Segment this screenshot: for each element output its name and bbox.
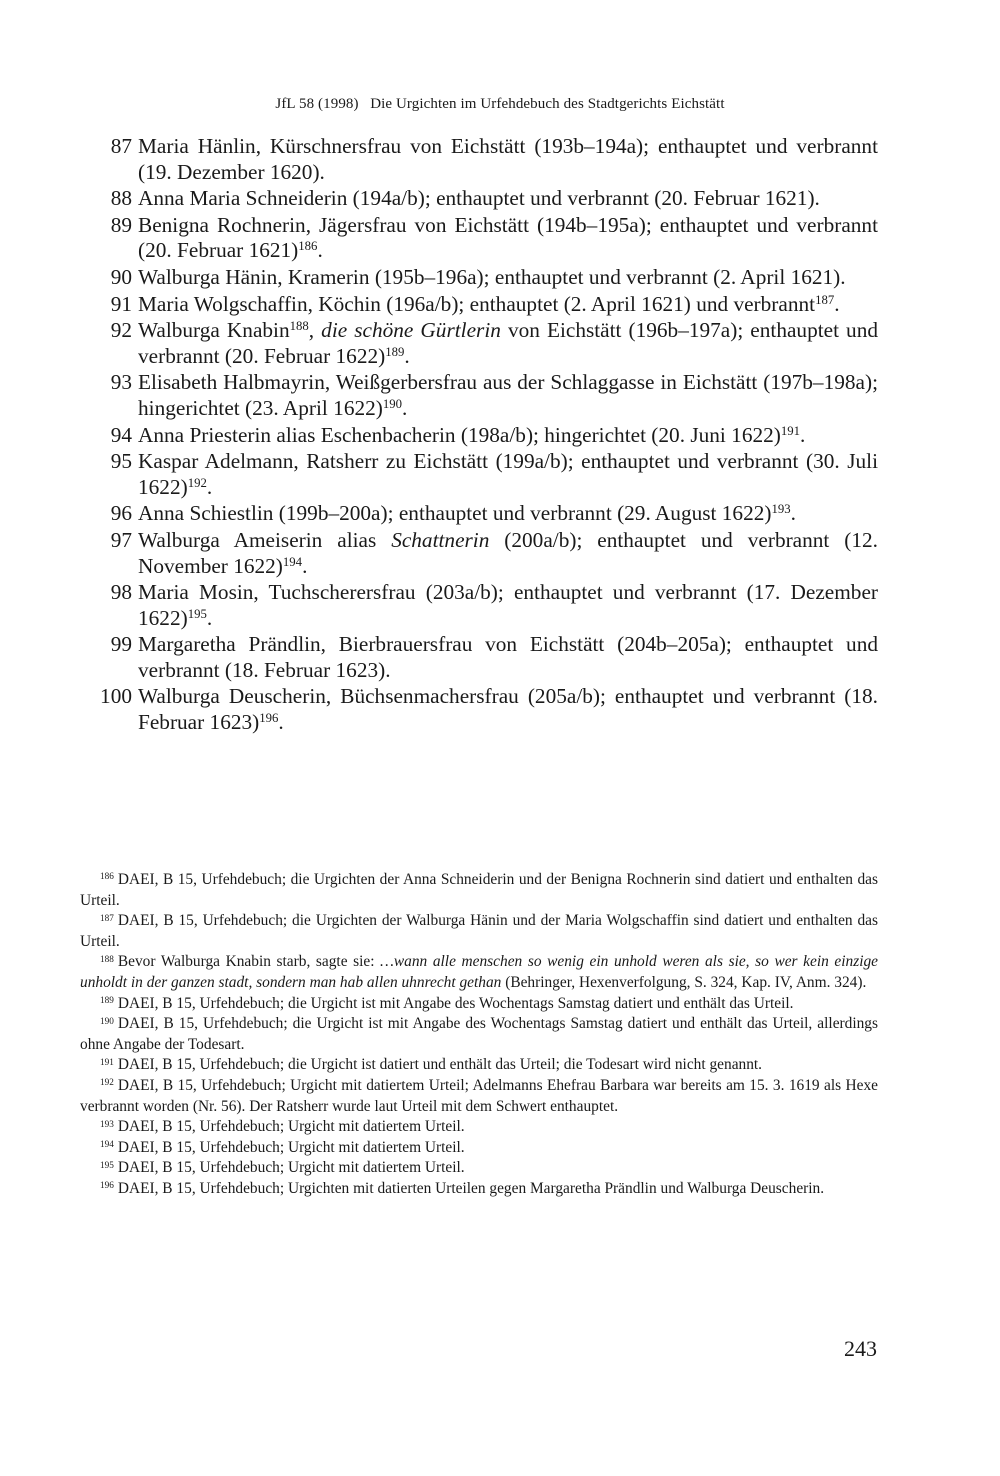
entry-text [138,632,878,683]
text-run: Walburga Knabin [138,318,290,343]
entry-text [138,684,878,735]
text-run: Elisabeth Halbmayrin, Weißgerbersfrau aus der Schlaggasse in Eichstätt (197b–198a); hingerichtet (23. April 1622) [138,370,878,420]
footnote-number: 192 [100,1077,114,1088]
italic-text: …wann alle menschen so wenig ein unhold weren als sie, so wer kein einzige unholdt in der ganzen stadt, sondern man hab allen uhnrecht gethan [80,953,879,991]
entry-item [88,684,878,735]
entry-item [88,449,878,500]
text-run: DAEI, B 15, Urfehdebuch; die Urgichten der Anna Schneiderin und der Benigna Rochnerin sind datiert und enthalten das Urteil. [80,871,878,909]
footnote-number: 188 [100,953,114,964]
text-run: Walburga Deuscherin, Büchsenmachersfrau (205a/b); enthauptet und verbrannt (18. Februar 1623) [138,684,878,735]
text-run: (200a/b); enthauptet und verbrannt (12. November 1622) [138,527,878,578]
text-run: (Behringer, Hexenverfolgung, S. 324, Kap. IV, Anm. 324). [501,973,867,991]
footnote [80,1158,878,1179]
header-title: Die Urgichten im Urfehdebuch des Stadtgerichts Eichstätt [370,96,725,112]
footnote-number: 194 [100,1139,114,1150]
text-run: . [404,343,410,368]
footnote-reference[interactable]: 189 [385,344,405,359]
text-run: . [302,553,308,578]
text-run: von Eichstätt (196b–197a); enthauptet und verbrannt (20. Februar 1622) [138,318,879,368]
text-run: . [206,474,213,499]
entry-item [88,186,878,212]
footnote-reference[interactable]: 196 [259,711,279,726]
text-run: Bevor Walburga Knabin starb, sagte sie: [117,953,381,971]
entry-number: 94 [110,422,132,447]
footnote [80,1055,878,1076]
text-run: . [278,710,284,735]
footnote-reference[interactable]: 194 [282,554,303,569]
entry-number: 91 [110,291,132,316]
text-run: Maria Wolgschaffin, Köchin (196a/b); enthauptet (2. April 1621) und verbrannt [138,291,816,316]
footnote [80,1014,878,1055]
entry-text [138,501,878,527]
entry-item [88,370,878,421]
entry-item [88,318,878,369]
text-run: Walburga Ameiserin alias [138,527,392,552]
footnote [80,1138,878,1159]
text-run: Maria Hänlin, Kürschnersfrau von Eichstätt (193b–194a); enthauptet und verbrannt (19. Dezember 1620). [138,134,878,184]
text-run: Maria Mosin, Tuchscherersfrau (203a/b); enthauptet und verbrannt (17. Dezember 1622) [138,580,878,630]
footnote-reference[interactable]: 191 [780,423,801,438]
text-run: DAEI, B 15, Urfehdebuch; die Urgicht ist mit Angabe des Wochentags Samstag datiert und enthält das Urteil, allerdings ohne Angabe der Todesart. [80,1015,878,1053]
text-run: Anna Schiestlin (199b–200a); enthauptet und verbrannt (29. August 1622) [138,501,772,526]
footnote [80,952,878,993]
footnote-number: 191 [100,1056,114,1067]
entry-text [138,292,878,318]
footnote-reference[interactable]: 187 [815,292,835,307]
running-header [0,96,1000,113]
entry-item [88,528,878,579]
entry-text [138,580,878,631]
entry-item [88,265,878,291]
text-run: . [206,605,213,630]
entry-text [138,370,878,421]
entry-text [138,186,878,212]
text-run: . [317,238,323,263]
footnote-reference[interactable]: 192 [187,475,207,490]
text-run: Margaretha Prändlin, Bierbrauersfrau von Eichstätt (204b–205a); enthauptet und verbrannt (18. Februar 1623). [138,632,878,682]
text-run: Anna Maria Schneiderin (194a/b); enthauptet und verbrannt (20. Februar 1621). [138,186,820,211]
footnote [80,1179,878,1200]
entry-item [88,213,878,264]
journal-reference: JfL 58 (1998) [275,96,359,112]
text-run: . [790,501,796,526]
entry-number: 97 [110,527,132,552]
entry-list [88,134,878,737]
footnote-reference[interactable]: 186 [298,239,318,254]
footnote-reference[interactable]: 188 [289,319,309,334]
footnote-number: 187 [100,912,114,923]
footnote [80,1076,878,1117]
footnote-reference[interactable]: 190 [382,396,403,411]
footnote [80,994,878,1015]
footnote-reference[interactable]: 195 [187,606,207,621]
text-run: Kaspar Adelmann, Ratsherr zu Eichstätt (199a/b); enthauptet und verbrannt (30. Juli 1622) [138,449,878,499]
text-run: DAEI, B 15, Urfehdebuch; Urgicht mit datiertem Urteil; Adelmanns Ehefrau Barbara war bereits am 15. 3. 1619 als Hexe verbrannt worden (Nr. 56). Der Ratsherr wurde laut Urteil mit dem Schwert enthauptet. [80,1076,878,1115]
text-run: DAEI, B 15, Urfehdebuch; die Urgicht ist datiert und enthält das Urteil; die Todesart wird nicht genannt. [117,1056,763,1074]
footnotes-section [80,870,878,1200]
entry-item [88,580,878,631]
text-run: DAEI, B 15, Urfehdebuch; die Urgichten der Walburga Hänin und der Maria Wolgschaffin sind datiert und enthalten das Urteil. [80,912,878,950]
entry-number: 92 [110,318,132,343]
entry-item [88,632,878,683]
entry-item [88,501,878,527]
entry-text [138,423,878,449]
entry-text [138,213,878,264]
entry-number: 98 [110,580,132,605]
entry-text [138,528,878,579]
text-run: . [800,422,806,447]
text-run: DAEI, B 15, Urfehdebuch; Urgichten mit datierten Urteilen gegen Margaretha Prändlin und Walburga Deuscherin. [117,1179,825,1197]
footnote-number: 195 [100,1159,114,1170]
entry-item [88,134,878,185]
footnote-number: 186 [100,871,114,882]
entry-number: 89 [110,212,132,237]
entry-number: 88 [110,186,132,211]
entry-text [138,318,878,369]
entry-number: 90 [110,264,132,289]
entry-number: 87 [110,134,132,158]
entry-text [138,449,878,500]
text-run: , [308,318,322,343]
text-run: DAEI, B 15, Urfehdebuch; Urgicht mit datiertem Urteil. [117,1118,465,1136]
footnote [80,1117,878,1138]
footnote-number: 189 [100,994,114,1005]
footnote-number: 190 [100,1015,114,1026]
footnote-number: 193 [100,1118,114,1129]
entry-text [138,265,878,291]
entry-item [88,423,878,449]
entry-number: 93 [110,370,132,395]
entry-number: 100 [100,684,132,709]
italic-text: Schattnerin [391,527,490,552]
page-number: 243 [844,1336,877,1361]
entry-item [88,292,878,318]
italic-text: die schöne Gürtlerin [321,318,501,343]
entry-number: 95 [110,449,132,474]
footnote-number: 196 [100,1180,114,1191]
text-run: Walburga Hänin, Kramerin (195b–196a); enthauptet und verbrannt (2. April 1621). [138,264,846,289]
footnote [80,911,878,952]
text-run: DAEI, B 15, Urfehdebuch; Urgicht mit datiertem Urteil. [117,1138,465,1156]
entry-text [138,134,878,185]
text-run: DAEI, B 15, Urfehdebuch; die Urgicht ist mit Angabe des Wochentags Samstag datiert und enthält das Urteil. [117,994,794,1012]
text-run: Benigna Rochnerin, Jägersfrau von Eichstätt (194b–195a); enthauptet und verbrannt (20. Februar 1621) [138,212,878,263]
footnote [80,870,878,911]
footnote-reference[interactable]: 193 [771,502,791,517]
text-run: . [402,395,408,420]
text-run: Anna Priesterin alias Eschenbacherin (198a/b); hingerichtet (20. Juni 1622) [138,422,781,447]
text-run: . [834,291,840,316]
entry-number: 99 [110,632,132,657]
text-run: DAEI, B 15, Urfehdebuch; Urgicht mit datiertem Urteil. [117,1159,465,1177]
entry-number: 96 [110,501,132,526]
